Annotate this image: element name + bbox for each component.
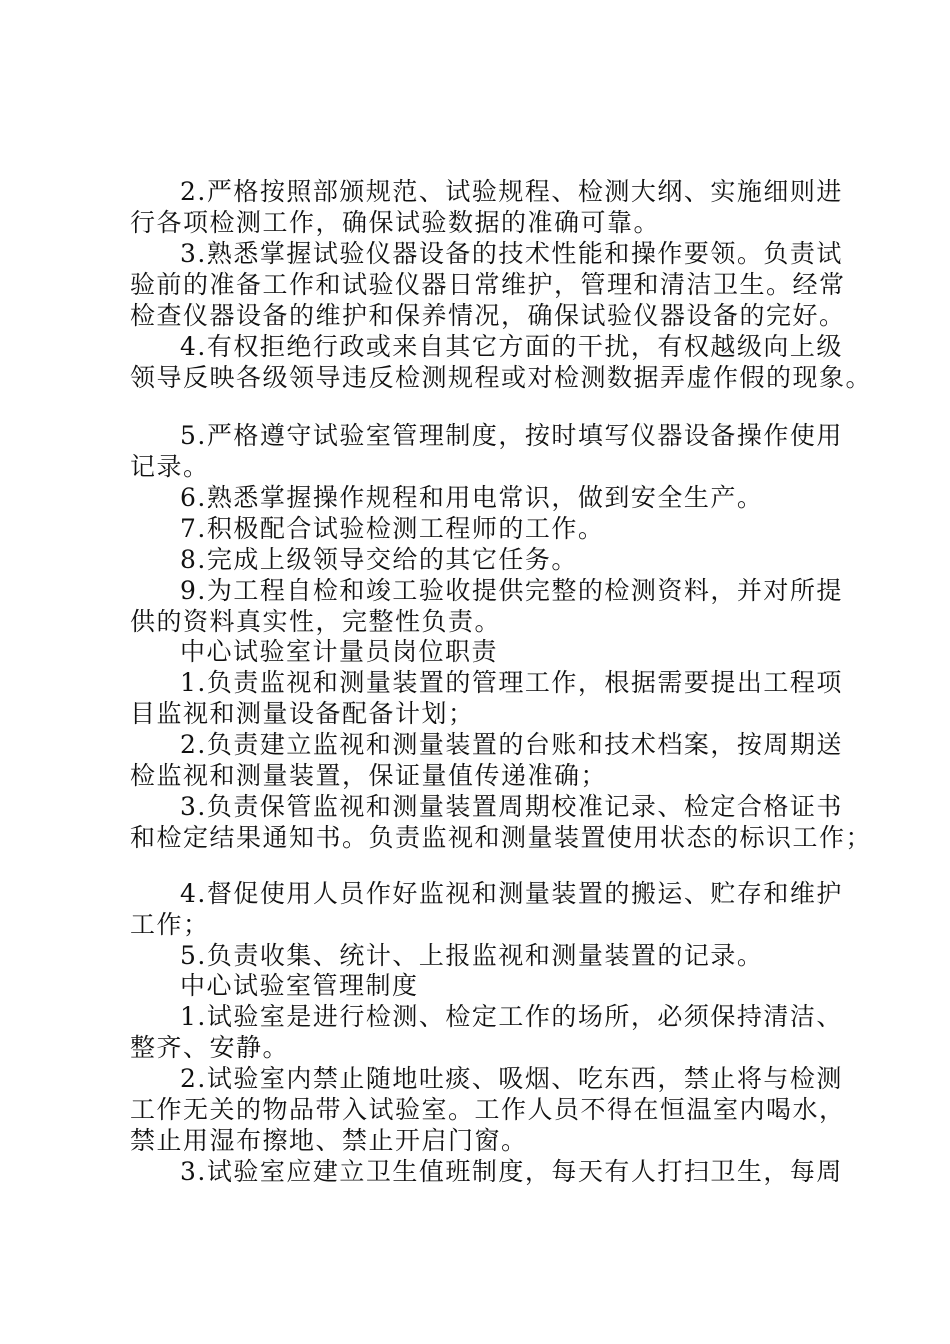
text-line: 8.完成上级领导交给的其它任务。 <box>180 545 578 574</box>
text-line: 检查仪器设备的维护和保养情况，确保试验仪器设备的完好。 <box>130 301 846 330</box>
text-line: 和检定结果通知书。负责监视和测量装置使用状态的标识工作； <box>130 823 873 852</box>
text-line: 3.负责保管监视和测量装置周期校准记录、检定合格证书 <box>180 792 843 821</box>
section-heading: 中心试验室管理制度 <box>180 971 419 1000</box>
text-line: 供的资料真实性，完整性负责。 <box>130 607 502 636</box>
text-line: 2.严格按照部颁规范、试验规程、检测大纲、实施细则进 <box>180 177 843 206</box>
text-line: 工作无关的物品带入试验室。工作人员不得在恒温室内喝水， <box>130 1095 846 1124</box>
text-line: 验前的准备工作和试验仪器日常维护，管理和清洁卫生。经常 <box>130 270 846 299</box>
text-line: 工作； <box>130 910 210 939</box>
text-line: 整齐、安静。 <box>130 1033 290 1062</box>
text-line: 记录。 <box>130 452 210 481</box>
text-line: 2.负责建立监视和测量装置的台账和技术档案，按周期送 <box>180 730 843 759</box>
text-line: 6.熟悉掌握操作规程和用电常识，做到安全生产。 <box>180 483 764 512</box>
text-line: 检监视和测量装置，保证量值传递准确； <box>130 761 608 790</box>
text-line: 9.为工程自检和竣工验收提供完整的检测资料，并对所提 <box>180 576 843 605</box>
text-line: 1.试验室是进行检测、检定工作的场所，必须保持清洁、 <box>180 1002 843 1031</box>
text-line: 1.负责监视和测量装置的管理工作，根据需要提出工程项 <box>180 668 843 697</box>
text-line: 5.负责收集、统计、上报监视和测量装置的记录。 <box>180 941 764 970</box>
text-line: 2.试验室内禁止随地吐痰、吸烟、吃东西，禁止将与检测 <box>180 1064 843 1093</box>
text-line: 7.积极配合试验检测工程师的工作。 <box>180 514 605 543</box>
text-line: 4.有权拒绝行政或来自其它方面的干扰，有权越级向上级 <box>180 332 843 361</box>
section-heading: 中心试验室计量员岗位职责 <box>180 637 499 666</box>
text-line: 目监视和测量设备配备计划； <box>130 699 475 728</box>
text-line: 3.试验室应建立卫生值班制度，每天有人打扫卫生，每周 <box>180 1157 843 1186</box>
text-line: 行各项检测工作，确保试验数据的准确可靠。 <box>130 208 661 237</box>
text-line: 4.督促使用人员作好监视和测量装置的搬运、贮存和维护 <box>180 879 843 908</box>
text-line: 5.严格遵守试验室管理制度，按时填写仪器设备操作使用 <box>180 421 843 450</box>
text-line: 禁止用湿布擦地、禁止开启门窗。 <box>130 1126 528 1155</box>
text-line: 3.熟悉掌握试验仪器设备的技术性能和操作要领。负责试 <box>180 239 843 268</box>
text-line: 领导反映各级领导违反检测规程或对检测数据弄虚作假的现象。 <box>130 363 873 392</box>
